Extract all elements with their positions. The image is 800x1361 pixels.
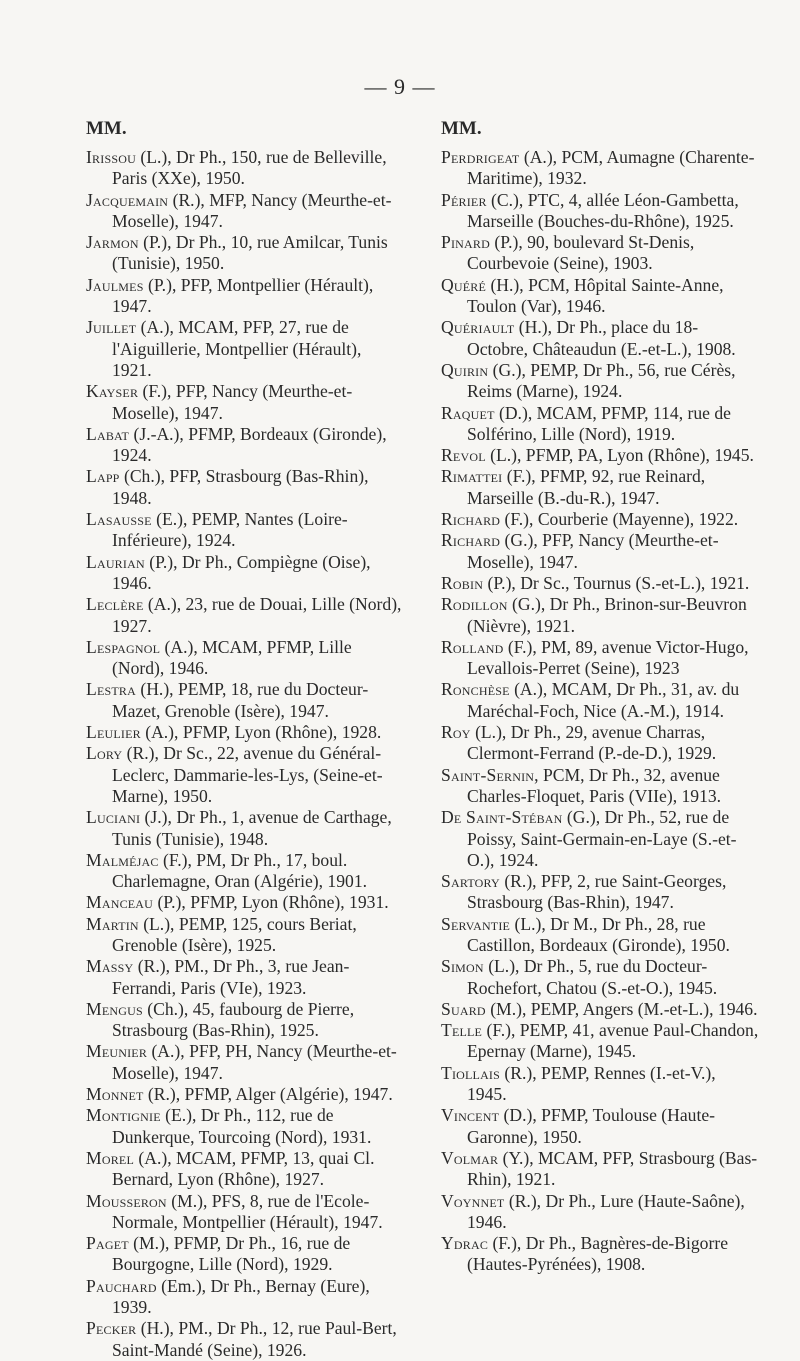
- member-details: (D.), MCAM, PFMP, 114, rue de Solférino, Lille (Nord), 1919.: [467, 402, 731, 444]
- directory-entry: [86, 722, 404, 743]
- member-details: (L.), PEMP, 125, cours Beriat, Grenoble (Isère), 1925.: [112, 913, 357, 955]
- member-details: (H.), PEMP, 18, rue du Docteur-Mazet, Grenoble (Isère), 1947.: [112, 679, 369, 721]
- member-name: Leclère: [86, 594, 144, 615]
- member-name: Pauchard: [86, 1275, 157, 1296]
- directory-entry: [86, 232, 404, 275]
- directory-entry: [86, 956, 404, 999]
- member-name: Raquet: [441, 402, 495, 423]
- directory-entry: [441, 722, 759, 765]
- member-details: (Em.), Dr Ph., Bernay (Eure), 1939.: [112, 1275, 370, 1318]
- member-details: (M.), PFS, 8, rue de l'Ecole-Normale, Montpellier (Hérault), 1947.: [112, 1190, 383, 1232]
- member-name: Pecker: [86, 1318, 137, 1339]
- member-name: Ronchèse: [441, 679, 510, 700]
- member-details: (F.), Dr Ph., Bagnères-de-Bigorre (Hautes-Pyrénées), 1908.: [467, 1233, 729, 1275]
- member-details: (R.), MFP, Nancy (Meurthe-et-Moselle), 1947.: [112, 189, 392, 231]
- member-name: Lory: [86, 743, 123, 764]
- member-details: (F.), PFMP, 92, rue Reinard, Marseille (B.-du-R.), 1947.: [467, 466, 706, 508]
- member-name: Lestra: [86, 679, 136, 700]
- member-details: (L.), Dr Ph., 5, rue du Docteur-Rochefort, Chatou (S.-et-O.), 1945.: [467, 956, 718, 998]
- directory-entry: [441, 466, 759, 509]
- member-details: , PCM, Dr Ph., 32, avenue Charles-Floquet, Paris (VIIe), 1913.: [467, 764, 722, 806]
- member-name: Kayser: [86, 381, 139, 402]
- member-name: Paget: [86, 1233, 129, 1254]
- member-name: Leulier: [86, 722, 141, 743]
- member-details: (L.), Dr M., Dr Ph., 28, rue Castillon, Bordeaux (Gironde), 1950.: [467, 913, 730, 955]
- member-name: Martin: [86, 913, 139, 934]
- member-details: (H.), Dr Ph., place du 18-Octobre, Châteaudun (E.-et-L.), 1908.: [467, 317, 736, 359]
- member-details: (G.), PEMP, Dr Ph., 56, rue Cérès, Reims (Marne), 1924.: [467, 359, 736, 402]
- directory-entry: [441, 317, 759, 360]
- member-details: (A.), MCAM, Dr Ph., 31, av. du Maréchal-Foch, Nice (A.-M.), 1914.: [467, 679, 740, 721]
- member-details: (Ch.), 45, faubourg de Pierre, Strasbourg (Bas-Rhin), 1925.: [112, 998, 355, 1041]
- member-details: (A.), MCAM, PFP, 27, rue de l'Aiguillerie, Montpellier (Hérault), 1921.: [112, 317, 362, 380]
- member-details: (J.-A.), PFMP, Bordeaux (Gironde), 1924.: [112, 423, 387, 466]
- member-details: (F.), PM, Dr Ph., 17, boul. Charlemagne, Oran (Algérie), 1901.: [112, 849, 368, 892]
- directory-entry: [441, 275, 759, 318]
- member-details: (P.), PFP, Montpellier (Hérault), 1947.: [112, 274, 374, 317]
- member-name: Tiollais: [441, 1062, 501, 1083]
- directory-entry: [86, 190, 404, 233]
- member-name: Quirin: [441, 359, 489, 380]
- directory-entry: [441, 1148, 759, 1191]
- member-details: (P.), 90, boulevard St-Denis, Courbevoie (Seine), 1903.: [467, 232, 695, 274]
- member-name: Lapp: [86, 466, 120, 487]
- directory-entry: [441, 594, 759, 637]
- member-details: (R.), PFP, 2, rue Saint-Georges, Strasbourg (Bas-Rhin), 1947.: [467, 871, 727, 913]
- directory-entry: [441, 147, 759, 190]
- directory-entry: [441, 232, 759, 275]
- member-name: Mengus: [86, 998, 143, 1019]
- member-details: (R.), PEMP, Rennes (I.-et-V.), 1945.: [467, 1062, 716, 1105]
- directory-entry: [86, 1105, 404, 1148]
- member-name: Meunier: [86, 1041, 148, 1062]
- directory-entry: [441, 573, 759, 594]
- member-name: Sartory: [441, 871, 500, 892]
- member-name: Manceau: [86, 892, 154, 913]
- member-name: Laurian: [86, 551, 145, 572]
- directory-entry: [86, 552, 404, 595]
- member-details: (L.), Dr Ph., 150, rue de Belleville, Paris (XXe), 1950.: [112, 147, 387, 189]
- member-name: Simon: [441, 956, 484, 977]
- member-name: De Saint-Stéban: [441, 807, 563, 828]
- member-name: Richard: [441, 509, 501, 530]
- member-name: Jarmon: [86, 232, 139, 253]
- directory-entry: [441, 637, 759, 680]
- member-name: Vincent: [441, 1105, 500, 1126]
- member-details: (R.), PFMP, Alger (Algérie), 1947.: [143, 1084, 393, 1105]
- directory-entry: [441, 445, 759, 466]
- directory-entry: [441, 914, 759, 957]
- directory-entry: [86, 147, 404, 190]
- member-details: (F.), PEMP, 41, avenue Paul-Chandon, Epernay (Marne), 1945.: [467, 1020, 759, 1062]
- member-details: (P.), PFMP, Lyon (Rhône), 1931.: [153, 892, 389, 913]
- directory-entry: [441, 1063, 759, 1106]
- directory-entry: [441, 509, 759, 530]
- member-details: (J.), Dr Ph., 1, avenue de Carthage, Tunis (Tunisie), 1948.: [112, 807, 392, 849]
- member-details: (G.), Dr Ph., 52, rue de Poissy, Saint-Germain-en-Laye (S.-et-O.), 1924.: [467, 807, 737, 870]
- member-name: Rolland: [441, 636, 504, 657]
- member-details: (P.), Dr Ph., 10, rue Amilcar, Tunis (Tunisie), 1950.: [112, 232, 388, 274]
- member-name: Juillet: [86, 317, 137, 338]
- directory-entry: [86, 892, 404, 913]
- member-details: (R.), Dr Sc., 22, avenue du Général-Leclerc, Dammarie-les-Lys, (Seine-et-Marne), 1950.: [112, 743, 383, 806]
- directory-entry: [86, 807, 404, 850]
- directory-entry: [86, 1233, 404, 1276]
- member-name: Revol: [441, 445, 486, 466]
- member-details: (L.), PFMP, PA, Lyon (Rhône), 1945.: [485, 445, 754, 466]
- directory-entry: [441, 807, 759, 871]
- member-details: (R.), PM., Dr Ph., 3, rue Jean-Ferrandi, Paris (VIe), 1923.: [112, 956, 350, 998]
- member-details: (A.), PFP, PH, Nancy (Meurthe-et-Moselle), 1947.: [112, 1041, 397, 1083]
- member-name: Richard: [441, 530, 501, 551]
- directory-entry: [86, 1041, 404, 1084]
- member-name: Irissou: [86, 147, 136, 167]
- member-details: (A.), PCM, Aumagne (Charente-Maritime), 1932.: [467, 147, 755, 189]
- member-details: (P.), Dr Sc., Tournus (S.-et-L.), 1921.: [483, 572, 750, 593]
- member-details: (Y.), MCAM, PFP, Strasbourg (Bas-Rhin), 1921.: [467, 1147, 758, 1190]
- member-details: (A.), MCAM, PFMP, 13, quai Cl. Bernard, Lyon (Rhône), 1927.: [112, 1147, 375, 1190]
- directory-entry: [86, 850, 404, 893]
- column-header: MM.: [441, 118, 482, 139]
- member-details: (A.), PFMP, Lyon (Rhône), 1928.: [140, 722, 382, 743]
- directory-entry: [441, 1233, 759, 1276]
- directory-entry: [86, 637, 404, 680]
- member-name: Voynnet: [441, 1190, 505, 1211]
- member-name: Servantie: [441, 913, 511, 934]
- member-details: (D.), PFMP, Toulouse (Haute-Garonne), 1950.: [467, 1105, 716, 1147]
- member-details: (F.), Courberie (Mayenne), 1922.: [500, 509, 739, 530]
- member-name: Rodillon: [441, 594, 508, 615]
- directory-entry: [441, 1191, 759, 1234]
- member-details: (R.), Dr Ph., Lure (Haute-Saône), 1946.: [467, 1190, 745, 1232]
- directory-entry: [441, 190, 759, 233]
- member-details: (M.), PFMP, Dr Ph., 16, rue de Bourgogne, Lille (Nord), 1929.: [112, 1233, 351, 1275]
- directory-entry: [86, 1191, 404, 1234]
- left-column: [86, 117, 404, 1361]
- member-name: Jacquemain: [86, 189, 169, 210]
- member-details: (C.), PTC, 4, allée Léon-Gambetta, Marseille (Bouches-du-Rhône), 1925.: [467, 189, 739, 231]
- member-name: Lespagnol: [86, 636, 161, 657]
- directory-entry: [86, 914, 404, 957]
- directory-entry: [86, 594, 404, 637]
- member-name: Quéré: [441, 274, 487, 295]
- member-name: Quériault: [441, 317, 515, 338]
- member-details: (F.), PFP, Nancy (Meurthe-et-Moselle), 1947.: [112, 381, 353, 423]
- directory-entry: [86, 1276, 404, 1319]
- directory-entry: [441, 360, 759, 403]
- member-details: (G.), Dr Ph., Brinon-sur-Beuvron (Nièvre), 1921.: [467, 594, 747, 636]
- member-name: Robin: [441, 572, 484, 593]
- member-details: (F.), PM, 89, avenue Victor-Hugo, Levallois-Perret (Seine), 1923: [467, 636, 749, 679]
- directory-entry: [86, 1084, 404, 1105]
- member-details: (A.), 23, rue de Douai, Lille (Nord), 1927.: [112, 594, 402, 636]
- directory-entry: [86, 1318, 404, 1361]
- member-details: (M.), PEMP, Angers (M.-et-L.), 1946.: [485, 998, 758, 1019]
- member-name: Lasausse: [86, 509, 152, 530]
- member-name: Saint-Sernin: [441, 764, 535, 785]
- directory-entry: [441, 1105, 759, 1148]
- directory-entry: [441, 999, 759, 1020]
- member-name: Ydrac: [441, 1233, 489, 1254]
- member-name: Luciani: [86, 807, 141, 828]
- member-details: (E.), PEMP, Nantes (Loire-Inférieure), 1924.: [112, 509, 348, 551]
- member-details: (Ch.), PFP, Strasbourg (Bas-Rhin), 1948.: [112, 466, 369, 508]
- member-name: Rimattei: [441, 466, 503, 487]
- member-details: (P.), Dr Ph., Compiègne (Oise), 1946.: [112, 551, 371, 593]
- directory-entry: [441, 765, 759, 808]
- member-name: Volmar: [441, 1147, 499, 1168]
- member-name: Suard: [441, 998, 486, 1019]
- directory-entry: [86, 1148, 404, 1191]
- member-details: (H.), PM., Dr Ph., 12, rue Paul-Bert, Saint-Mandé (Seine), 1926.: [112, 1318, 397, 1360]
- member-name: Montignie: [86, 1105, 161, 1126]
- directory-entry: [441, 403, 759, 446]
- directory-entry: [86, 999, 404, 1042]
- member-name: Pinard: [441, 232, 490, 253]
- member-details: (E.), Dr Ph., 112, rue de Dunkerque, Tourcoing (Nord), 1931.: [112, 1105, 372, 1147]
- directory-entry: [441, 871, 759, 914]
- directory-entry: [86, 509, 404, 552]
- member-name: Périer: [441, 189, 487, 210]
- column-header: MM.: [86, 118, 127, 139]
- right-column: [441, 117, 759, 1276]
- directory-entry: [441, 1020, 759, 1063]
- directory-entry: [441, 679, 759, 722]
- directory-entry: [441, 956, 759, 999]
- directory-entry: [86, 275, 404, 318]
- directory-entry: [86, 466, 404, 509]
- member-name: Monnet: [86, 1084, 144, 1105]
- member-name: Malméjac: [86, 849, 159, 870]
- directory-entry: [441, 530, 759, 573]
- member-name: Labat: [86, 423, 130, 444]
- directory-entry: [86, 381, 404, 424]
- member-name: Morel: [86, 1147, 134, 1168]
- directory-entry: [86, 743, 404, 807]
- member-name: Jaulmes: [86, 274, 144, 295]
- member-details: (G.), PFP, Nancy (Meurthe-et-Moselle), 1947.: [467, 530, 719, 572]
- member-details: (A.), MCAM, PFMP, Lille (Nord), 1946.: [112, 636, 352, 679]
- member-name: Perdrigeat: [441, 147, 520, 167]
- member-details: (H.), PCM, Hôpital Sainte-Anne, Toulon (Var), 1946.: [467, 274, 724, 317]
- member-name: Mousseron: [86, 1190, 167, 1211]
- directory-entry: [86, 424, 404, 467]
- member-name: Telle: [441, 1020, 483, 1041]
- directory-entry: [86, 317, 404, 381]
- page-number: — 9 —: [364, 74, 436, 99]
- member-details: (L.), Dr Ph., 29, avenue Charras, Clermont-Ferrand (P.-de-D.), 1929.: [467, 722, 717, 764]
- directory-entry: [86, 679, 404, 722]
- member-name: Roy: [441, 722, 471, 743]
- member-name: Massy: [86, 956, 134, 977]
